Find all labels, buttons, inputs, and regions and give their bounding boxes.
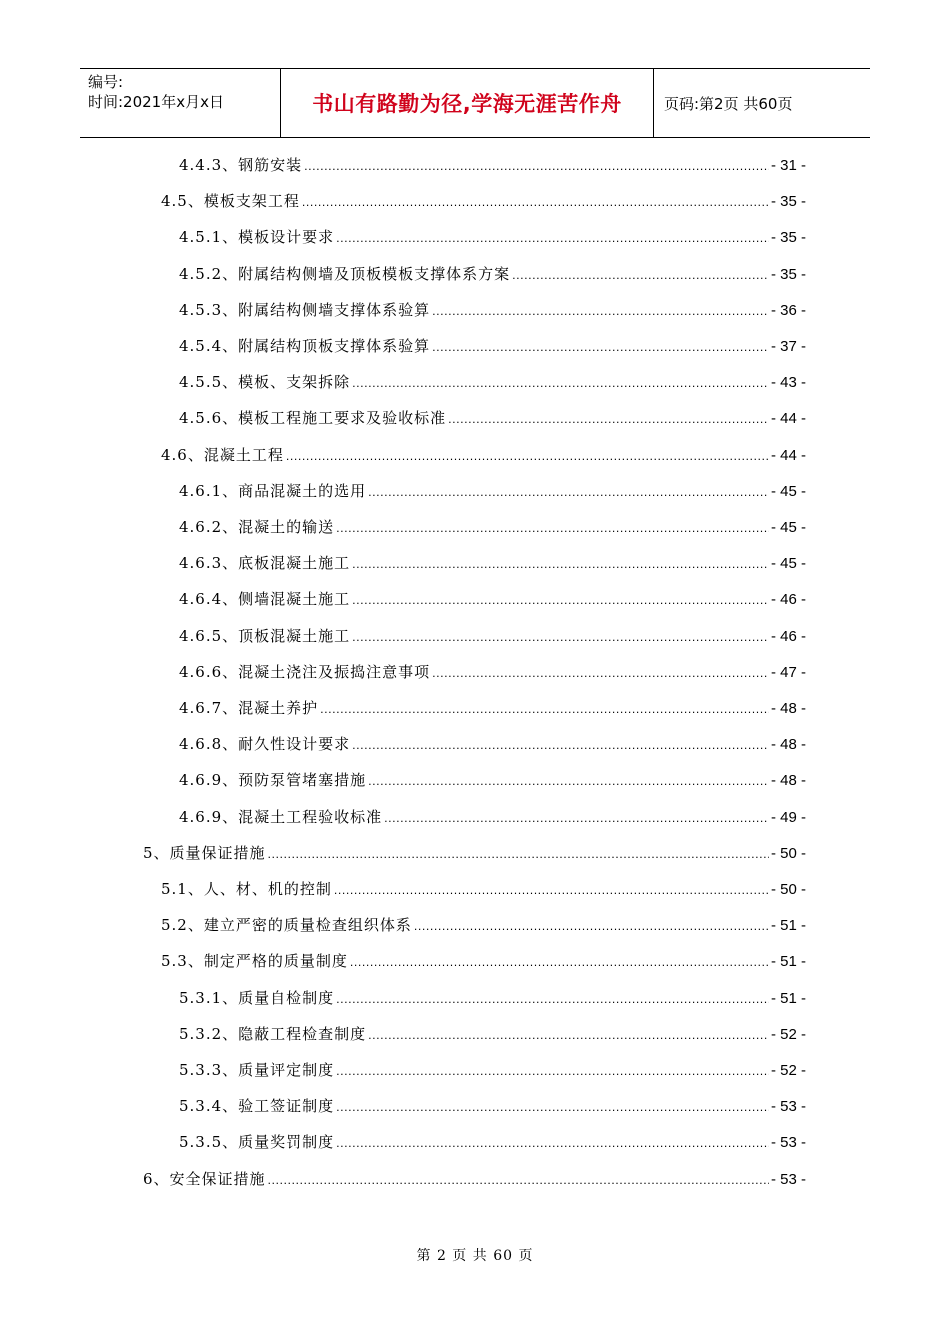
toc-entry-title: 4.5、模板支架工程 xyxy=(161,192,300,211)
toc-leader-dots xyxy=(350,951,769,975)
toc-leader-dots xyxy=(352,626,769,650)
toc-entry[interactable] xyxy=(179,732,806,756)
toc-leader-dots xyxy=(336,1096,769,1120)
toc-entry[interactable] xyxy=(179,334,806,358)
toc-entry-page: - 43 - xyxy=(770,374,806,392)
toc-entry-title: 4.5.2、附属结构侧墙及顶板模板支撑体系方案 xyxy=(179,264,511,283)
toc-leader-dots xyxy=(352,589,769,613)
toc-entry-page: - 36 - xyxy=(770,301,806,319)
toc-entry-page: - 46 - xyxy=(770,591,806,609)
toc-entry[interactable] xyxy=(179,551,806,575)
toc-entry[interactable] xyxy=(161,443,806,467)
toc-entry-page: - 45 - xyxy=(770,519,806,536)
toc-leader-dots xyxy=(432,662,769,686)
toc-entry-page: - 35 - xyxy=(770,193,806,211)
toc-leader-dots xyxy=(268,1169,769,1193)
toc-entry[interactable] xyxy=(179,153,806,177)
toc-leader-dots xyxy=(414,915,769,939)
toc-entry-page: - 53 - xyxy=(770,1134,806,1152)
toc-entry-title: 4.6.9、预防泵管堵塞措施 xyxy=(179,771,367,790)
toc-entry-page: - 37 - xyxy=(770,338,806,355)
toc-entry-title: 5.3.5、质量奖罚制度 xyxy=(179,1133,335,1152)
toc-entry-page: - 47 - xyxy=(770,663,806,681)
toc-entry-page: - 48 - xyxy=(770,736,806,754)
toc-entry-page: - 46 - xyxy=(770,627,806,645)
toc-entry-title: 5、质量保证措施 xyxy=(143,843,266,862)
toc-leader-dots xyxy=(384,807,769,831)
toc-entry-page: - 52 - xyxy=(770,1025,806,1043)
toc-entry-page: - 51 - xyxy=(770,989,806,1007)
toc-entry-page: - 35 - xyxy=(770,265,806,283)
toc-entry[interactable] xyxy=(161,913,806,937)
toc-entry-title: 4.6.6、混凝土浇注及振捣注意事项 xyxy=(179,662,431,681)
toc-entry-page: - 48 - xyxy=(770,700,806,717)
page-header xyxy=(80,68,870,138)
toc-leader-dots xyxy=(336,227,769,251)
toc-entry-title: 5.3、制定严格的质量制度 xyxy=(161,952,348,971)
toc-entry-title: 4.6、混凝土工程 xyxy=(161,445,284,464)
toc-entry[interactable] xyxy=(179,262,806,286)
toc-entry-title: 4.5.5、模板、支架拆除 xyxy=(179,373,351,392)
time-label: 时间:2021年x月x日 xyxy=(88,93,224,111)
toc-entry[interactable] xyxy=(179,660,806,684)
toc-leader-dots xyxy=(336,988,769,1012)
toc-entry[interactable] xyxy=(161,189,806,213)
toc-leader-dots xyxy=(368,1024,769,1048)
toc-entry-page: - 51 - xyxy=(770,953,806,971)
toc-entry-title: 4.6.5、顶板混凝土施工 xyxy=(179,626,351,645)
toc-entry-title: 6、安全保证措施 xyxy=(143,1169,266,1188)
toc-entry-title: 4.4.3、钢筋安装 xyxy=(179,156,303,174)
page-footer: 第 2 页 共 60 页 xyxy=(416,1248,534,1264)
toc-entry[interactable] xyxy=(179,406,806,430)
toc-entry-page: - 49 - xyxy=(770,808,806,826)
toc-entry[interactable] xyxy=(161,949,806,973)
toc-leader-dots xyxy=(432,300,769,324)
header-page-info: 页码:第2页 共60页 xyxy=(664,94,793,113)
toc-entry-page: - 45 - xyxy=(770,482,806,500)
toc-entry-page: - 52 - xyxy=(770,1062,806,1079)
toc-leader-dots xyxy=(352,734,769,758)
toc-entry[interactable] xyxy=(179,298,806,322)
toc-entry[interactable] xyxy=(179,1130,806,1154)
toc-entry-title: 5.1、人、材、机的控制 xyxy=(161,880,332,898)
toc-leader-dots xyxy=(512,264,769,288)
serial-label: 编号: xyxy=(88,73,124,91)
toc-leader-dots xyxy=(352,372,769,396)
toc-entry[interactable] xyxy=(179,768,806,792)
toc-entry-title: 5.3.1、质量自检制度 xyxy=(179,988,335,1007)
toc-entry[interactable] xyxy=(179,515,806,539)
toc-entry[interactable] xyxy=(179,1094,806,1118)
toc-entry-page: - 31 - xyxy=(770,157,806,174)
toc-entry[interactable] xyxy=(161,877,806,901)
toc-leader-dots xyxy=(268,843,769,867)
toc-leader-dots xyxy=(302,191,769,215)
toc-leader-dots xyxy=(432,336,769,360)
header-meta xyxy=(80,69,281,137)
toc-entry[interactable] xyxy=(179,1022,806,1046)
toc-entry-page: - 51 - xyxy=(770,917,806,935)
toc-entry-title: 5.3.4、验工签证制度 xyxy=(179,1097,335,1116)
toc-entry-title: 4.5.4、附属结构顶板支撑体系验算 xyxy=(179,337,431,355)
toc-leader-dots xyxy=(334,879,769,903)
toc-entry[interactable] xyxy=(179,696,806,720)
toc-entry-title: 4.6.9、混凝土工程验收标准 xyxy=(179,807,383,826)
toc-leader-dots xyxy=(336,517,769,541)
toc-entry-title: 4.5.1、模板设计要求 xyxy=(179,228,335,247)
toc-leader-dots xyxy=(448,408,769,432)
toc-entry-title: 4.6.2、混凝土的输送 xyxy=(179,518,335,536)
toc-entry[interactable] xyxy=(179,1058,806,1082)
toc-entry[interactable] xyxy=(179,479,806,503)
header-motto: 书山有路勤为径,学海无涯苦作舟 xyxy=(281,69,654,137)
toc-entry-title: 4.6.3、底板混凝土施工 xyxy=(179,554,351,573)
toc-entry[interactable] xyxy=(179,587,806,611)
toc-leader-dots xyxy=(286,445,769,469)
toc-entry[interactable] xyxy=(179,225,806,249)
toc-entry-title: 4.5.3、附属结构侧墙支撑体系验算 xyxy=(179,300,431,319)
toc-entry-page: - 48 - xyxy=(770,772,806,790)
toc-leader-dots xyxy=(320,698,769,722)
toc-entry-title: 4.5.6、模板工程施工要求及验收标准 xyxy=(179,409,447,428)
toc-entry-page: - 45 - xyxy=(770,555,806,573)
toc-leader-dots xyxy=(336,1060,769,1084)
toc-leader-dots xyxy=(368,770,769,794)
toc-leader-dots xyxy=(352,553,769,577)
toc-entry[interactable] xyxy=(143,841,806,865)
toc-entry-page: - 35 - xyxy=(770,229,806,247)
toc-entry-title: 4.6.8、耐久性设计要求 xyxy=(179,735,351,754)
toc-entry-title: 4.6.7、混凝土养护 xyxy=(179,699,319,717)
toc-leader-dots xyxy=(336,1132,769,1156)
toc-entry-page: - 44 - xyxy=(770,446,806,464)
toc-entry-page: - 50 - xyxy=(770,844,806,862)
toc-entry-page: - 53 - xyxy=(770,1098,806,1116)
toc-leader-dots xyxy=(304,155,769,179)
toc-entry-page: - 53 - xyxy=(770,1170,806,1188)
toc-entry-title: 4.6.1、商品混凝土的选用 xyxy=(179,481,367,500)
toc-entry-page: - 50 - xyxy=(770,881,806,898)
toc-entry-title: 5.2、建立严密的质量检查组织体系 xyxy=(161,916,412,935)
toc-entry-title: 4.6.4、侧墙混凝土施工 xyxy=(179,590,351,609)
toc-entry[interactable] xyxy=(143,1167,806,1191)
toc-entry[interactable] xyxy=(179,805,806,829)
toc-entry-page: - 44 - xyxy=(770,410,806,428)
toc-entry-title: 5.3.3、质量评定制度 xyxy=(179,1061,335,1079)
toc-entry-title: 5.3.2、隐蔽工程检查制度 xyxy=(179,1024,367,1043)
toc-entry[interactable] xyxy=(179,624,806,648)
toc-entry[interactable] xyxy=(179,370,806,394)
toc-entry[interactable] xyxy=(179,986,806,1010)
toc-leader-dots xyxy=(368,481,769,505)
